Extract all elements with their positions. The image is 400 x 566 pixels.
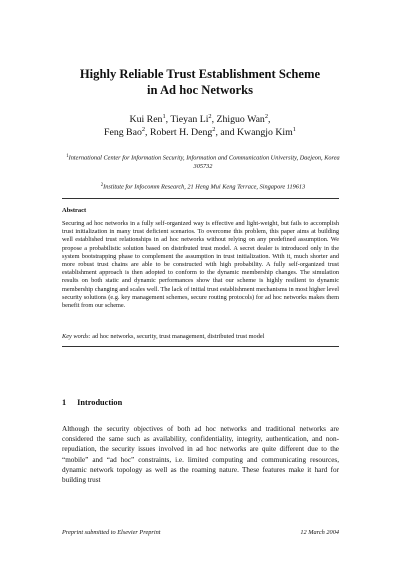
author-list: Kui Ren$^1$, Tieyan Li$^2$, Zhiguo Wan$^2$, Feng Bao$^2$, Robert H. Deng$^2$, and Kwangjo Kim$^1$ [104,113,296,138]
author: Kwangjo Kim [236,127,293,138]
abstract-bottom-rule [62,346,339,347]
author-affil-mark: 1 [162,113,166,120]
footer-date: 12 March 2004 [300,529,339,536]
title-line-2: in Ad hoc Networks [146,83,253,97]
affiliation-label: 2 [100,183,104,188]
author: Tieyan Li [170,114,209,125]
keywords-label: Key words: [62,333,91,340]
author-affil-mark: 2 [212,126,216,133]
affiliation-label: 1 [66,154,69,159]
title-line-1: Highly Reliable Trust Establishment Scheme [79,67,321,81]
abstract-top-rule [62,198,339,199]
author: Kui Ren [129,114,163,125]
author-affil-mark: 1 [292,126,296,133]
keywords [62,333,339,341]
paper-title [40,66,360,98]
section-number: 1 [62,398,67,407]
author-affil-mark: 2 [264,113,269,120]
page-footer [62,529,339,536]
affiliation-1 [62,153,344,172]
affiliation-text: International Center for Information Security, Information and Communication University, Daejeon, Korea 305732 [68,154,340,170]
introduction-text: Although the security objectives of both ad hoc networks and traditional networks are considered the same such as availability, confidentiality, integrity, authentication, and non-repudiation, the security issues involved in ad hoc networks are quite different due to the “mobile” and “ad hoc” constraints, i.e. limited computing and communicating resources, dynamic network topology as well as the roaming nature. These features make it hard for building trust [62,425,339,485]
keywords-text: ad hoc networks, security, trust management, distributed trust model [92,333,265,340]
author-affil-mark: 2 [208,113,212,120]
author-affil-mark: 2 [141,126,146,133]
author: Feng Bao [104,127,142,138]
abstract-heading: Abstract [62,207,87,214]
affiliation-text: Institute for Infocomm Research, 21 Heng Mui Keng Terrace, Singapore 119613 [103,183,306,191]
section-title: Introduction [77,398,123,407]
section-heading [62,398,122,407]
author: Robert H. Deng [149,127,213,138]
affiliation-2 [62,182,344,192]
author: Zhiguo Wan [216,114,265,125]
footer-left: Preprint submitted to Elsevier Preprint [62,529,161,536]
abstract-text: Securing ad hoc networks in a fully self-organized way is effective and light-weight, but fails to accomplish trust initialization in many trust deficient scenarios. To overcome this problem, this paper aims at building well established trust relationships in ad hoc networks without relying on any predefined assumption. We propose a probabilistic solution based on distributed trust model. A secret dealer is introduced only in the system bootstrapping phase to complement the assumption in trust initialization. With it, much shorter and more robust trust chains are able to be constructed with high probability. A fully self-organized trust establishment approach is then adopted to conform to the dynamic membership changes. The simulation results on both static and dynamic performances show that our scheme is highly resilient to dynamic membership changing and scales well. The lack of initial trust establishment mechanisms in most higher level security solutions (e.g. key management schemes, secure routing protocols) for ad hoc networks makes them benefit from our scheme. [62,220,339,310]
